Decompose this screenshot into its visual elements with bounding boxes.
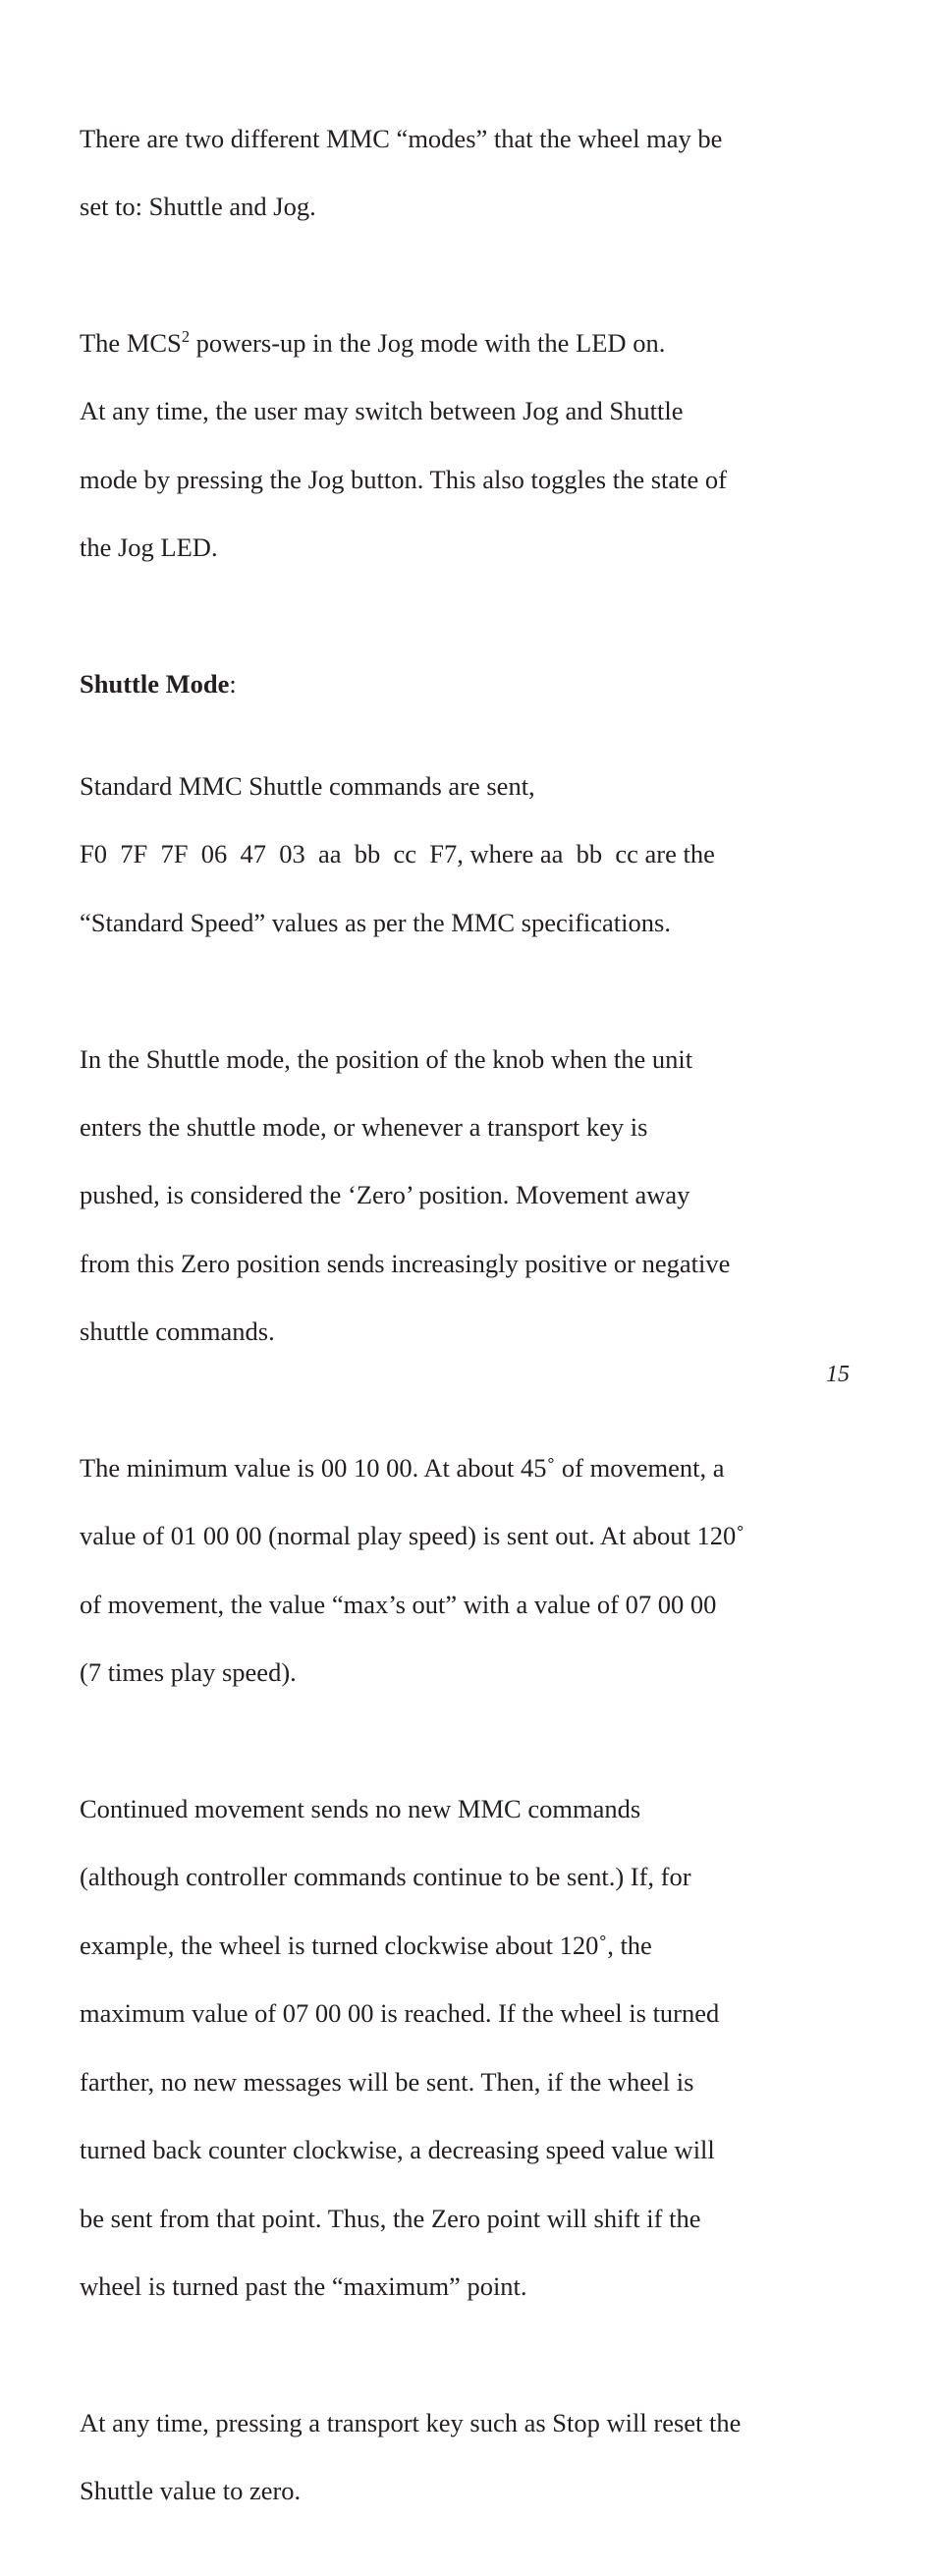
paragraph-modes-intro [80,87,865,258]
text-line: farther, no new messages will be sent. Then, if the wheel is [80,2066,694,2097]
text-line: The minimum value is 00 10 00. At about 45˚ of movement, a [80,1453,725,1484]
text-line: example, the wheel is turned clockwise about 120˚, the [80,1930,652,1960]
text-line: from this Zero position sends increasingly positive or negative [80,1248,731,1278]
text-line: Standard MMC Shuttle commands are sent, [80,771,535,802]
paragraph-shuttle-commands [80,735,865,974]
mcs-label: The MCS [80,327,182,358]
text-line: (7 times play speed). [80,1657,297,1688]
text-line: mode by pressing the Jog button. This also toggles the state of [80,464,727,494]
paragraph-zero-position [80,1008,865,1383]
section-heading-shuttle-mode [80,633,865,735]
text-line: turned back counter clockwise, a decreasing speed value will [80,2135,715,2165]
text-line: value of 01 00 00 (normal play speed) is sent out. At about 120˚ [80,1521,745,1551]
text-line: maximum value of 07 00 00 is reached. If the wheel is turned [80,1998,720,2029]
powerup-text: powers-up in the Jog mode with the LED on. [190,327,666,358]
heading-line [80,667,865,701]
paragraph-continued-movement [80,1758,865,2337]
text-line: Continued movement sends no new MMC commands [80,1794,641,1824]
paragraph-powerup [80,292,865,598]
text-line: be sent from that point. Thus, the Zero point will shift if the [80,2203,701,2233]
text-line: shuttle commands. [80,1316,275,1347]
text-line: of movement, the value “max’s out” with a value of 07 00 00 [80,1589,717,1619]
page-number: 15 [826,1362,850,1387]
text-line: F0 7F 7F 06 47 03 aa bb cc F7, where aa bb cc are the [80,839,715,869]
text-line: wheel is turned past the “maximum” point. [80,2270,527,2301]
text-line: the Jog LED. [80,532,218,563]
heading-title: Shuttle Mode [80,668,230,699]
paragraph-reset [80,2372,865,2543]
text-line: There are two different MMC “modes” that the wheel may be [80,123,723,153]
heading-colon: : [229,668,237,699]
paragraph-minimum-value [80,1417,865,1723]
text-line: At any time, pressing a transport key such as Stop will reset the [80,2407,742,2437]
text-line: In the Shuttle mode, the position of the knob when the unit [80,1043,693,1074]
text-line: (although controller commands continue to be sent.) If, for [80,1862,691,1892]
text-line: enters the shuttle mode, or whenever a transport key is [80,1112,648,1143]
text-line [80,326,865,361]
text-line: pushed, is considered the ‘Zero’ position. Movement away [80,1180,690,1210]
superscript-two: 2 [181,326,191,346]
page-content [80,87,865,2576]
text-line: At any time, the user may switch between Jog and Shuttle [80,396,684,426]
text-line: “Standard Speed” values as per the MMC specifications. [80,907,671,937]
text-line: Shuttle value to zero. [80,2476,302,2506]
text-line: set to: Shuttle and Jog. [80,192,316,222]
